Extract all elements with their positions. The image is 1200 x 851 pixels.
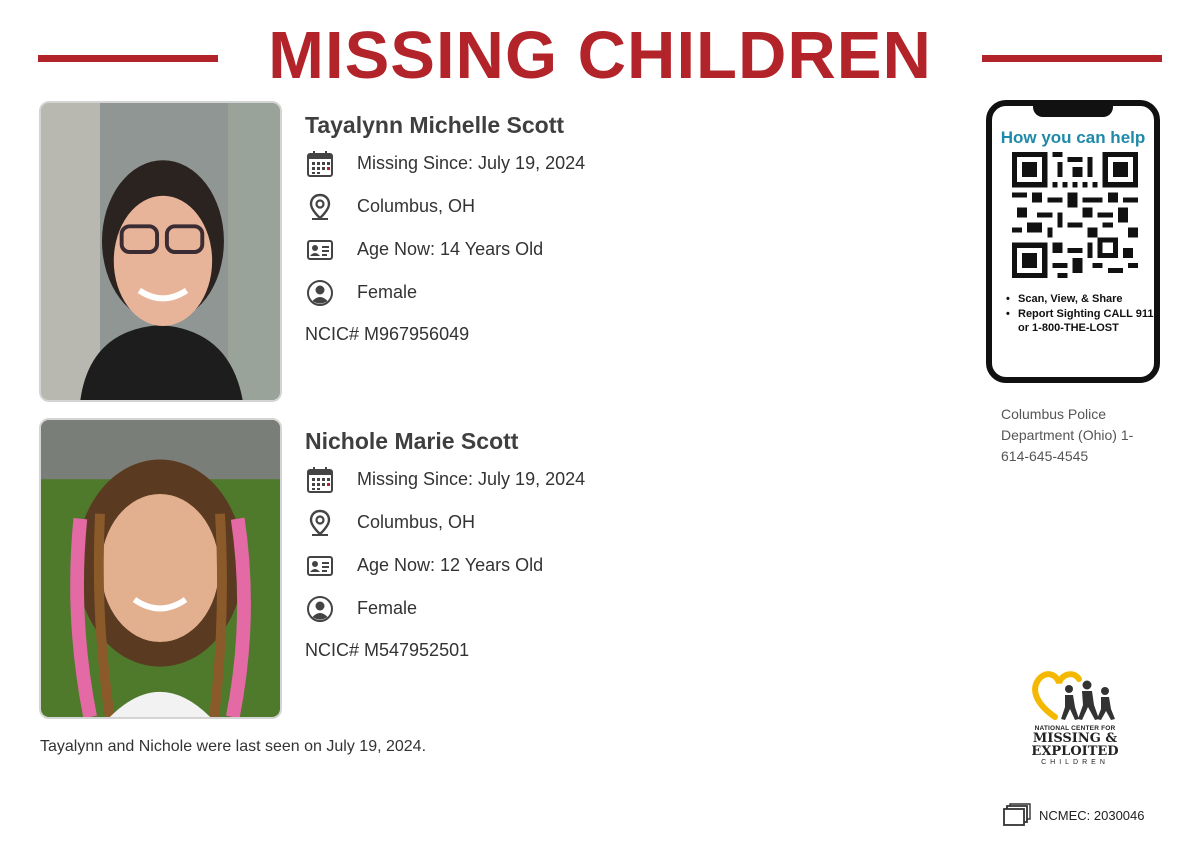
- missing-since: Missing Since: July 19, 2024: [357, 469, 586, 489]
- last-seen-note: Tayalynn and Nichole were last seen on July 19, 2024.: [40, 738, 427, 755]
- gender-row: [305, 587, 905, 630]
- help-bullet: • Scan, View, & Share: [1004, 292, 1154, 306]
- header-rule-left: [38, 55, 218, 62]
- logo-line-4: CHILDREN: [1041, 759, 1109, 766]
- ncic-number: NCIC# M967956049: [305, 324, 470, 344]
- case-number: [1003, 803, 1163, 827]
- police-contact: Columbus Police Department (Ohio) 1-614-645-4545: [1001, 406, 1134, 464]
- missing-since-row: [305, 458, 905, 501]
- child-info-2: [305, 424, 905, 670]
- child-photo-1: [39, 101, 282, 402]
- child-name: Nichole Marie Scott: [305, 428, 519, 454]
- calendar-icon: [305, 465, 335, 495]
- heart-children-logo-icon: [1029, 667, 1121, 725]
- age: Age Now: 12 Years Old: [357, 555, 544, 575]
- location-row: [305, 501, 905, 544]
- calendar-icon: [305, 149, 335, 179]
- help-phone-panel: [986, 100, 1160, 383]
- gender: Female: [357, 598, 418, 618]
- location: Columbus, OH: [357, 512, 476, 532]
- location-row: [305, 185, 905, 228]
- missing-since-row: [305, 142, 905, 185]
- help-bullet: • Report Sighting CALL 911 or 1-800-THE-LOST: [1004, 307, 1154, 335]
- child-name: Tayalynn Michelle Scott: [305, 112, 565, 138]
- age: Age Now: 14 Years Old: [357, 239, 544, 259]
- ncmec-id: NCMEC: 2030046: [1039, 807, 1145, 823]
- gender: Female: [357, 282, 418, 302]
- person-icon: [305, 594, 335, 624]
- help-bullets: [1004, 292, 1154, 336]
- ncic-number: NCIC# M547952501: [305, 640, 470, 660]
- logo-line-3: EXPLOITED: [1031, 744, 1119, 759]
- qr-code[interactable]: [1012, 152, 1138, 278]
- age-row: [305, 228, 905, 271]
- gender-row: [305, 271, 905, 314]
- age-row: [305, 544, 905, 587]
- page-title: MISSING CHILDREN: [268, 18, 932, 93]
- header-rule-right: [982, 55, 1162, 62]
- location-pin-icon: [305, 192, 335, 222]
- id-card-icon: [305, 235, 335, 265]
- logo-line-2: MISSING &: [1032, 731, 1118, 746]
- person-icon: [305, 278, 335, 308]
- location: Columbus, OH: [357, 196, 476, 216]
- location-pin-icon: [305, 508, 335, 538]
- phone-notch: [1033, 105, 1113, 117]
- child-info-1: [305, 108, 905, 354]
- id-card-icon: [305, 551, 335, 581]
- ncmec-logo: [1025, 667, 1125, 772]
- files-icon: [1003, 803, 1031, 827]
- logo-line-1: NATIONAL CENTER FOR: [1034, 725, 1116, 732]
- missing-since: Missing Since: July 19, 2024: [357, 153, 586, 173]
- help-title: How you can help: [1000, 128, 1146, 147]
- child-photo-2: [39, 418, 282, 719]
